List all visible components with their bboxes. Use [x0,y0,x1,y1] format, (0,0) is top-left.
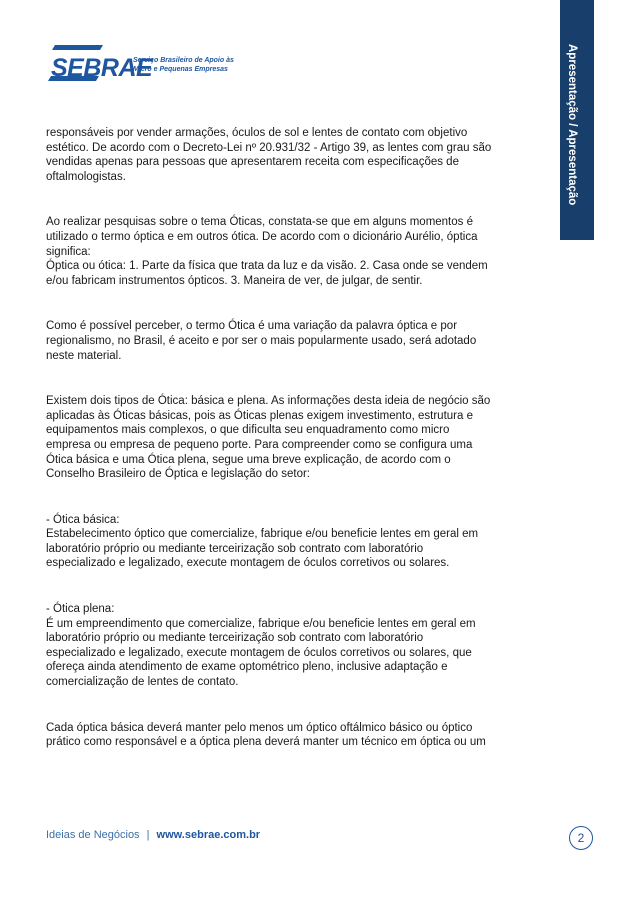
text-line: - Ótica plena: [46,603,115,616]
text-line: estético. De acordo com o Decreto-Lei nº 20.931/32 - Artigo 39, as lentes com grau são [46,141,492,154]
text-line: regionalismo, no Brasil, é aceito e por ser o mais popularmente usado, será adotado [46,334,477,347]
text-line: especializado e legalizado, execute montagem de óculos corretivos ou solares, que [46,646,472,659]
section-sidebar-tab [560,0,594,240]
text-line: Conselho Brasileiro de Óptica e legislação do setor: [46,468,311,481]
paragraph-2 [46,215,501,288]
text-line: comercialização de lentes de contato. [46,676,239,689]
footer-website-link[interactable]: www.sebrae.com.br [156,829,261,841]
page-footer [46,829,260,841]
text-line: - Ótica básica: [46,513,120,526]
text-line: Como é possível perceber, o termo Ótica é uma variação da palavra óptica e por [46,320,458,333]
text-line: Estabelecimento óptico que comercialize, fabrique e/ou beneficie lentes em geral em [46,528,479,541]
document-body [46,126,501,750]
text-line: laboratório próprio ou mediante terceirização sob contrato com laboratório [46,542,424,555]
text-line: aplicadas às Óticas básicas, pois as Óticas plenas exigem investimento, estrutura e [46,409,473,422]
text-line: vendidas apenas para pessoas que apresentarem receita com especificações de [46,156,459,169]
sidebar-title: Apresentação / Apresentação [566,44,578,206]
text-line: É um empreendimento que comercialize, fabrique e/ou beneficie lentes em geral em [46,617,476,630]
text-line: empresa ou empresa de pequeno porte. Para compreender como se configura uma [46,438,473,451]
text-line: prático como responsável e a óptica plena deverá manter um técnico em óptica ou um [46,736,486,749]
logo-wordmark: SEBRAE [51,54,153,82]
paragraph-4 [46,394,501,482]
logo-tagline [133,56,263,74]
text-line: significa: [46,245,91,258]
sebrae-logo [45,43,245,83]
text-line: especializado e legalizado, execute montagem de óculos corretivos ou solares. [46,557,450,570]
text-line: Óptica ou ótica: 1. Parte da física que trata da luz e da visão. 2. Casa onde se vendem [46,260,488,273]
text-line: neste material. [46,349,122,362]
logo-tagline-line-2: Micro e Pequenas Empresas [133,66,228,73]
paragraph-1 [46,126,501,184]
text-line: ofereça ainda atendimento de exame optométrico pleno, inclusive adaptação e [46,661,448,674]
logo-tagline-line-1: Serviço Brasileiro de Apoio às [133,57,234,64]
text-line: e/ou fabricam instrumentos ópticos. 3. Maneira de ver, de julgar, de sentir. [46,274,423,287]
text-line: responsáveis por vender armações, óculos de sol e lentes de contato com objetivo [46,127,468,139]
paragraph-3 [46,319,501,363]
text-line: Ao realizar pesquisas sobre o tema Óticas, constata-se que em alguns momentos é [46,216,473,229]
footer-label: Ideias de Negócios [46,829,140,841]
paragraph-6 [46,602,501,690]
text-line: Existem dois tipos de Ótica: básica e plena. As informações desta ideia de negócio são [46,395,491,408]
page-number: 2 [569,826,593,850]
text-line: utilizado o termo óptica e em outros ótica. De acordo com o dicionário Aurélio, óptica [46,230,478,243]
text-line: Ótica básica e uma Ótica plena, segue uma breve explicação, de acordo com o [46,453,451,466]
paragraph-5 [46,513,501,571]
paragraph-7 [46,721,501,750]
text-line: laboratório próprio ou mediante terceirização sob contrato com laboratório [46,632,424,645]
text-line: equipamentos mais complexos, o que dificulta seu enquadramento como micro [46,424,450,437]
text-line: oftalmologistas. [46,170,126,183]
footer-separator: | [146,829,150,841]
text-line: Cada óptica básica deverá manter pelo menos um óptico oftálmico básico ou óptico [46,721,473,734]
